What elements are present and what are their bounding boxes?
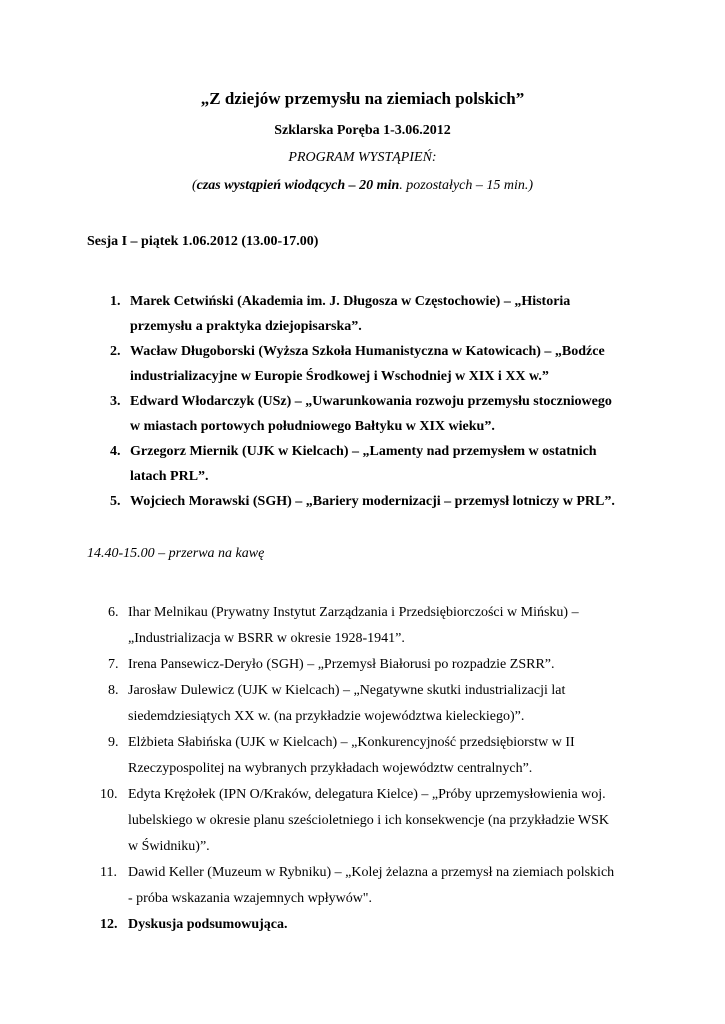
document-title: „Z dziejów przemysłu na ziemiach polskich” [200,89,525,108]
talk-number: 3. [110,394,121,409]
session-1-heading: Sesja I – piątek 1.06.2012 (13.00-17.00) [87,234,319,249]
talk-text-line: Rzeczypospolitej na wybranych przykładach województw centralnych”. [128,761,533,776]
talk-text-line: przemysłu a praktyka dziejopisarska”. [130,319,362,334]
talk-text-line: w miastach portowych południowego Bałtyku w XIX wieku”. [130,419,495,434]
program-heading: PROGRAM WYSTĄPIEŃ: [288,150,437,165]
talk-number: 11. [100,865,117,880]
talk-text-line: Wojciech Morawski (SGH) – „Bariery modernizacji – przemysł lotniczy w PRL”. [130,494,615,509]
talk-text-line: Edyta Krężołek (IPN O/Kraków, delegatura Kielce) – „Próby uprzemysłowienia woj. [128,787,606,802]
talk-text-line: Jarosław Dulewicz (UJK w Kielcach) – „Negatywne skutki industrializacji lat [128,683,566,698]
talk-number: 4. [110,444,121,459]
talk-text-line: Marek Cetwiński (Akademia im. J. Długosza w Częstochowie) – „Historia [130,294,571,309]
talk-number: 12. [100,917,118,932]
talk-text-line: lubelskiego w okresie planu sześcioletniego i ich konsekwencje (na przykładzie WSK [128,813,610,828]
talk-text-line: Dyskusja podsumowująca. [128,917,288,932]
talk-text-line: siedemdziesiątych XX w. (na przykładzie województwa kieleckiego)”. [128,709,525,724]
talk-text-line: Edward Włodarczyk (USz) – „Uwarunkowania rozwoju przemysłu stoczniowego [130,394,612,409]
talk-text-line: Ihar Melnikau (Prywatny Instytut Zarządzania i Przedsiębiorczości w Mińsku) – [128,605,579,620]
talk-text-line: industrializacyjne w Europie Środkowej i Wschodniej w XIX i XX w.” [130,369,549,384]
talk-text-line: „Industrializacja w BSRR w okresie 1928-1941”. [128,631,405,646]
talk-text-line: - próba wskazania wzajemnych wpływów". [128,891,373,906]
timing-rest: . pozostałych – 15 min.) [399,178,534,193]
talk-number: 5. [110,494,121,509]
timing-lead: czas wystąpień wiodących – 20 min [196,178,400,193]
talk-number: 8. [108,683,119,698]
coffee-break: 14.40-15.00 – przerwa na kawę [87,546,265,561]
talk-text-line: latach PRL”. [130,469,209,484]
talk-text-line: Dawid Keller (Muzeum w Rybniku) – „Kolej żelazna a przemysł na ziemiach polskich [128,865,615,880]
timing-note [0,178,725,194]
talk-number: 6. [108,605,119,620]
talk-number: 7. [108,657,119,672]
talk-number: 10. [100,787,118,802]
talk-number: 9. [108,735,119,750]
talk-number: 1. [110,294,121,309]
talk-text-line: Grzegorz Miernik (UJK w Kielcach) – „Lamenty nad przemysłem w ostatnich [130,444,597,459]
talk-text-line: Wacław Długoborski (Wyższa Szkoła Humanistyczna w Katowicach) – „Bodźce [130,344,605,359]
talk-text-line: Irena Pansewicz-Deryło (SGH) – „Przemysł Białorusi po rozpadzie ZSRR”. [128,657,555,672]
talk-text-line: w Świdniku)”. [128,839,210,854]
place-date: Szklarska Poręba 1-3.06.2012 [274,123,451,138]
talk-text-line: Elżbieta Słabińska (UJK w Kielcach) – „Konkurencyjność przedsiębiorstw w II [128,735,575,750]
timing-open: ( [191,178,197,193]
talk-number: 2. [110,344,121,359]
